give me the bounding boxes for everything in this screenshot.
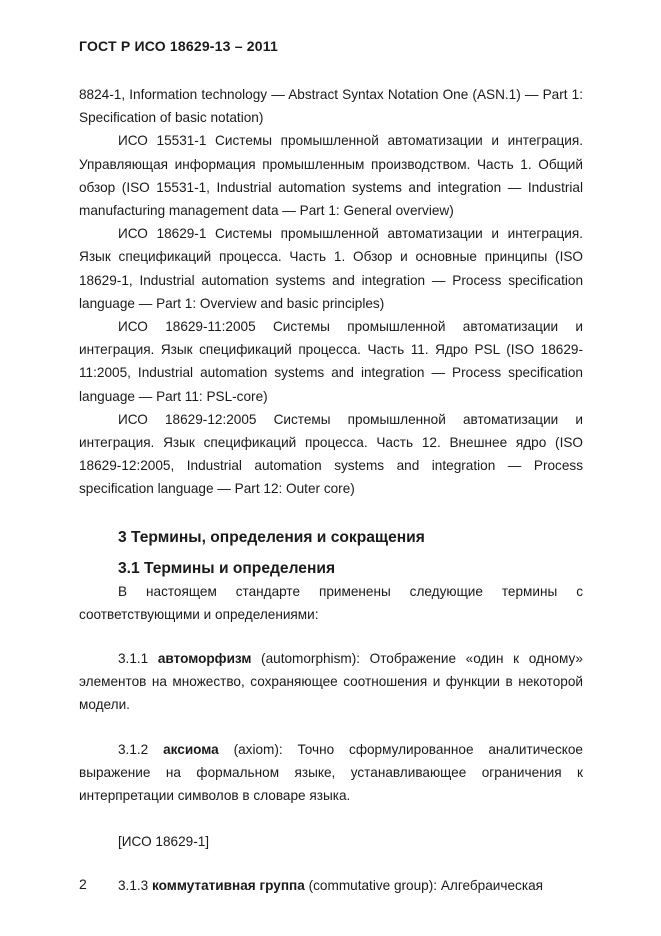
term-name: аксиома (163, 741, 219, 757)
reference-item: ИСО 15531-1 Системы промышленной автоматизации и интеграция. Управляющая информация промышленным производством. Часть 1. Общий обзор (ISO 15531-1, Industrial automation systems and integration — Industrial manufacturing management data — Part 1: General overview) (79, 133, 583, 219)
document-header: ГОСТ Р ИСО 18629-13 – 2011 (79, 38, 278, 54)
section-intro: В настоящем стандарте применены следующие термины с соответствующими и определениями: (79, 583, 583, 622)
term-number: 3.1.3 (118, 878, 149, 894)
term-entry (79, 738, 583, 808)
term-definition: (automorphism): Отображение «один к одному» элементов на множество, сохраняющее соотношения и функции в некоторой модели. (79, 651, 583, 713)
term-name: коммутативная группа (152, 878, 305, 894)
term-number: 3.1.2 (118, 741, 149, 757)
term-definition: (axiom): Точно сформулированное аналитическое выражение на формальном языке, устанавливающее ограничения к интерпретации символов в словаре языка. (79, 741, 583, 804)
reference-item: ИСО 18629-12:2005 Системы промышленной автоматизации и интеграция. Язык спецификаций процесса. Часть 12. Внешнее ядро (ISO 18629-12:2005, Industrial automation systems and integration — Process specification language — Part 12: Outer core) (79, 411, 583, 497)
section-heading: 3 Термины, определения и сокращения (118, 528, 425, 546)
source-reference: [ИСО 18629-1] (118, 834, 210, 850)
document-body (79, 83, 583, 898)
term-entry (79, 874, 583, 897)
reference-continuation: 8824-1, Information technology — Abstract Syntax Notation One (ASN.1) — Part 1: Specification of basic notation) (79, 87, 583, 126)
reference-item: ИСО 18629-11:2005 Системы промышленной автоматизации и интеграция. Язык спецификаций процесса. Часть 11. Ядро PSL (ISO 18629-11:2005, Industrial automation systems and integration — Process specification language — Part 11: PSL-core) (79, 319, 583, 404)
subsection-heading: 3.1 Термины и определения (118, 559, 336, 577)
reference-item: ИСО 18629-1 Системы промышленной автоматизации и интеграция. Язык спецификаций процесса. Часть 1. Обзор и основные принципы (ISO 18629-1, Industrial automation systems and integration — Process specification language — Part 1: Overview and basic principles) (79, 226, 583, 311)
term-definition: (commutative group): Алгебраическая (308, 878, 543, 894)
term-entry (79, 647, 583, 717)
term-number: 3.1.1 (118, 651, 149, 667)
page-number: 2 (79, 876, 87, 892)
term-name: автоморфизм (157, 651, 252, 667)
